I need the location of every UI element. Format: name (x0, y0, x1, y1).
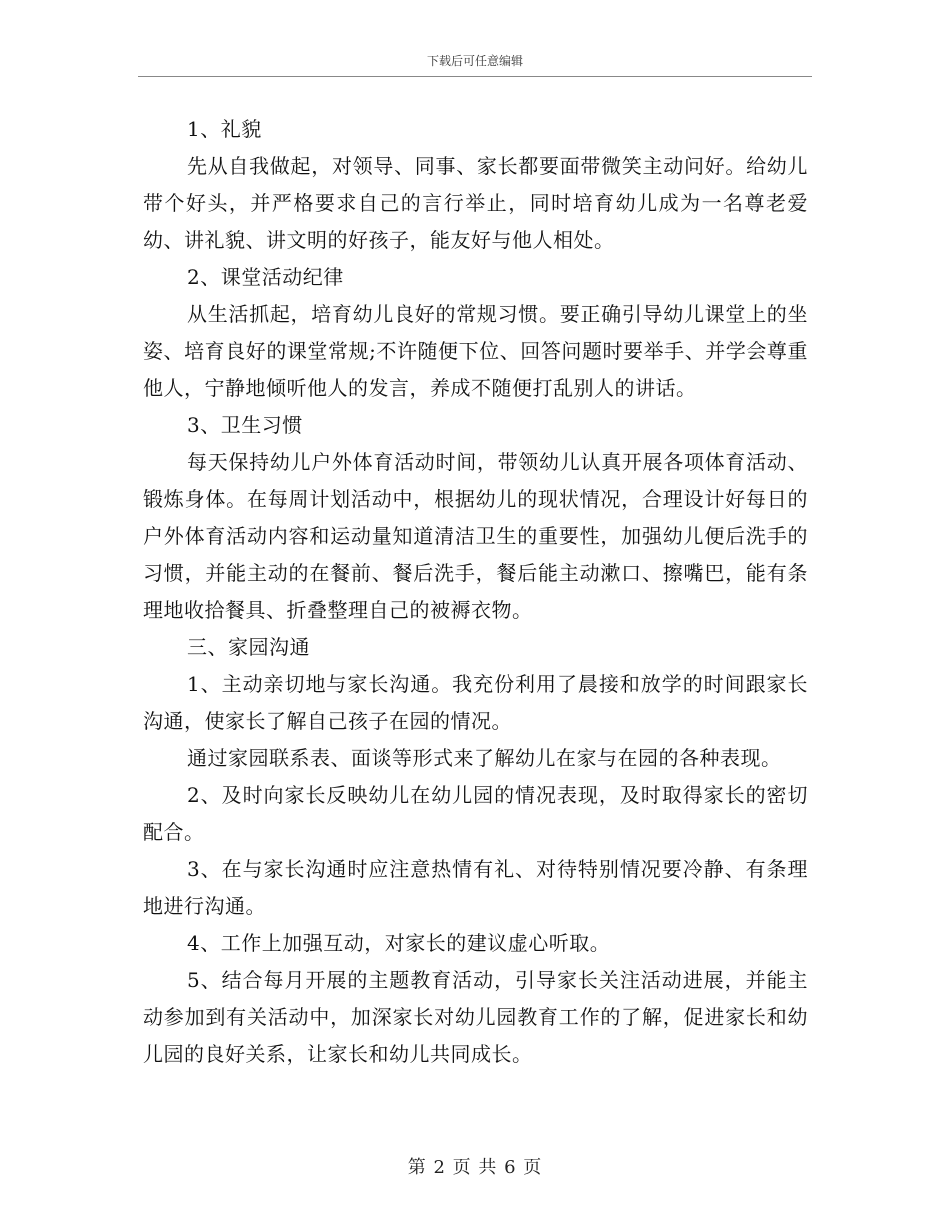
section-heading-courtesy: 1、礼貌 (187, 117, 262, 141)
section-heading-classroom-discipline: 2、课堂活动纪律 (187, 265, 344, 289)
document-body (143, 111, 808, 1073)
paragraph-hygiene: 每天保持幼儿户外体育活动时间，带领幼儿认真开展各项体育活动、锻炼身体。在每周计划活动中，根据幼儿的现状情况，合理设计好每日的户外体育活动内容和运动量知道清洁卫生的重要性，加强幼儿便后洗手的习惯，并能主动的在餐前、餐后洗手，餐后能主动漱口、擦嘴巴，能有条理地收拾餐具、折叠整理自己的被褥衣物。 (143, 450, 808, 622)
paragraph-home-school-contact: 通过家园联系表、面谈等形式来了解幼儿在家与在园的各种表现。 (187, 746, 782, 770)
section-heading-home-school: 三、家园沟通 (187, 635, 310, 659)
paragraph-home-school-3: 3、在与家长沟通时应注意热情有礼、对待特别情况要冷静、有条理地进行沟通。 (143, 857, 808, 918)
paragraph-home-school-1: 1、主动亲切地与家长沟通。我充份利用了晨接和放学的时间跟家长沟通，使家长了解自己孩子在园的情况。 (143, 672, 808, 733)
paragraph-home-school-2: 2、及时向家长反映幼儿在幼儿园的情况表现，及时取得家长的密切配合。 (143, 783, 808, 844)
paragraph-classroom-discipline: 从生活抓起，培育幼儿良好的常规习惯。要正确引导幼儿课堂上的坐姿、培育良好的课堂常规;不许随便下位、回答问题时要举手、并学会尊重他人，宁静地倾听他人的发言，养成不随便打乱别人的讲话。 (143, 302, 808, 400)
paragraph-home-school-4: 4、工作上加强互动，对家长的建议虚心听取。 (187, 931, 611, 955)
paragraph-courtesy: 先从自我做起，对领导、同事、家长都要面带微笑主动问好。给幼儿带个好头，并严格要求自己的言行举止，同时培育幼儿成为一名尊老爱幼、讲礼貌、讲文明的好孩子，能友好与他人相处。 (143, 154, 808, 252)
page-number-footer: 第 2 页 共 6 页 (407, 1157, 543, 1178)
header-divider (138, 76, 812, 77)
section-heading-hygiene: 3、卫生习惯 (187, 413, 303, 437)
page-header: 下载后可任意编辑 (426, 54, 523, 68)
paragraph-home-school-5: 5、结合每月开展的主题教育活动，引导家长关注活动进展，并能主动参加到有关活动中，加深家长对幼儿园教育工作的了解，促进家长和幼儿园的良好关系，让家长和幼儿共同成长。 (143, 968, 808, 1066)
